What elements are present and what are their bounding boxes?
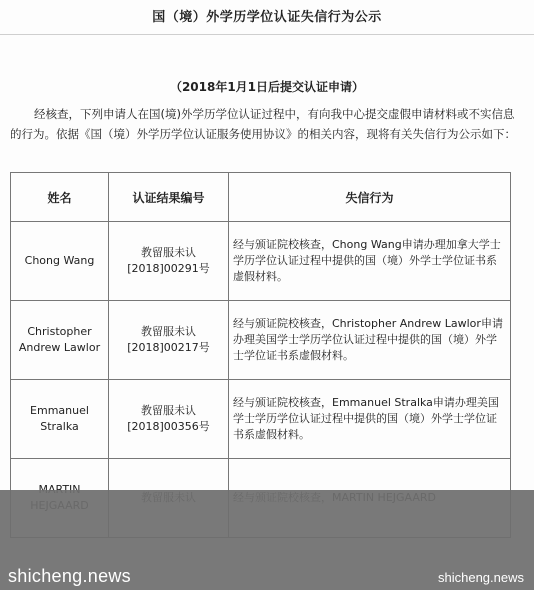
result-code-prefix: 教留服未认	[141, 404, 196, 417]
watermark-left: shicheng.news	[8, 566, 131, 586]
result-code-number: [2018]00356号	[127, 420, 210, 433]
table-row	[11, 380, 511, 459]
misconduct-description: 经与颁证院校核查，Emmanuel Stralka申请办理美国学士学历学位认证过程中提供的国（境）外学士学位证书系虚假材料。	[229, 380, 511, 459]
intro-paragraph: 经核查，下列申请人在国(境)外学历学位认证过程中，有向我中心提交虚假申请材料或不实信息的行为。依据《国（境）外学历学位认证服务使用协议》的相关内容，现将有关失信行为公示如下：	[10, 107, 516, 141]
header-result-code: 认证结果编号	[109, 173, 229, 222]
document-subtitle: （2018年1月1日后提交认证申请）	[169, 80, 365, 94]
applicant-name-line1: Emmanuel	[30, 404, 89, 417]
result-code-number: [2018]00291号	[127, 262, 210, 275]
applicant-name-line1: Christopher	[27, 325, 92, 338]
header-misconduct: 失信行为	[229, 173, 511, 222]
title-divider	[0, 34, 534, 35]
result-code-cell	[109, 301, 229, 380]
result-code-cell	[109, 222, 229, 301]
misconduct-description: 经与颁证院校核查，Christopher Andrew Lawlor申请办理美国学士学历学位认证过程中提供的国（境）外学士学位证书系虚假材料。	[229, 301, 511, 380]
applicant-name: Chong Wang	[24, 254, 95, 267]
document-title: 国（境）外学历学位认证失信行为公示	[152, 10, 382, 25]
applicant-name-line2: Stralka	[40, 420, 79, 433]
result-code-prefix: 教留服未认	[141, 325, 196, 338]
applicant-name-cell	[11, 301, 109, 380]
applicant-name-line2: Andrew Lawlor	[18, 341, 101, 354]
table-row	[11, 301, 511, 380]
misconduct-description: 经与颁证院校核查，Chong Wang申请办理加拿大学士学历学位认证过程中提供的国（境）外学士学位证书系虚假材料。	[229, 222, 511, 301]
result-code-cell	[109, 380, 229, 459]
disclosure-table	[10, 172, 511, 538]
watermark-right: shicheng.news	[438, 570, 524, 585]
table-header-row	[11, 173, 511, 222]
applicant-name-cell	[11, 222, 109, 301]
result-code-number: [2018]00217号	[127, 341, 210, 354]
header-name: 姓名	[11, 173, 109, 222]
result-code-prefix: 教留服未认	[141, 246, 196, 259]
applicant-name-cell	[11, 380, 109, 459]
table-row	[11, 222, 511, 301]
